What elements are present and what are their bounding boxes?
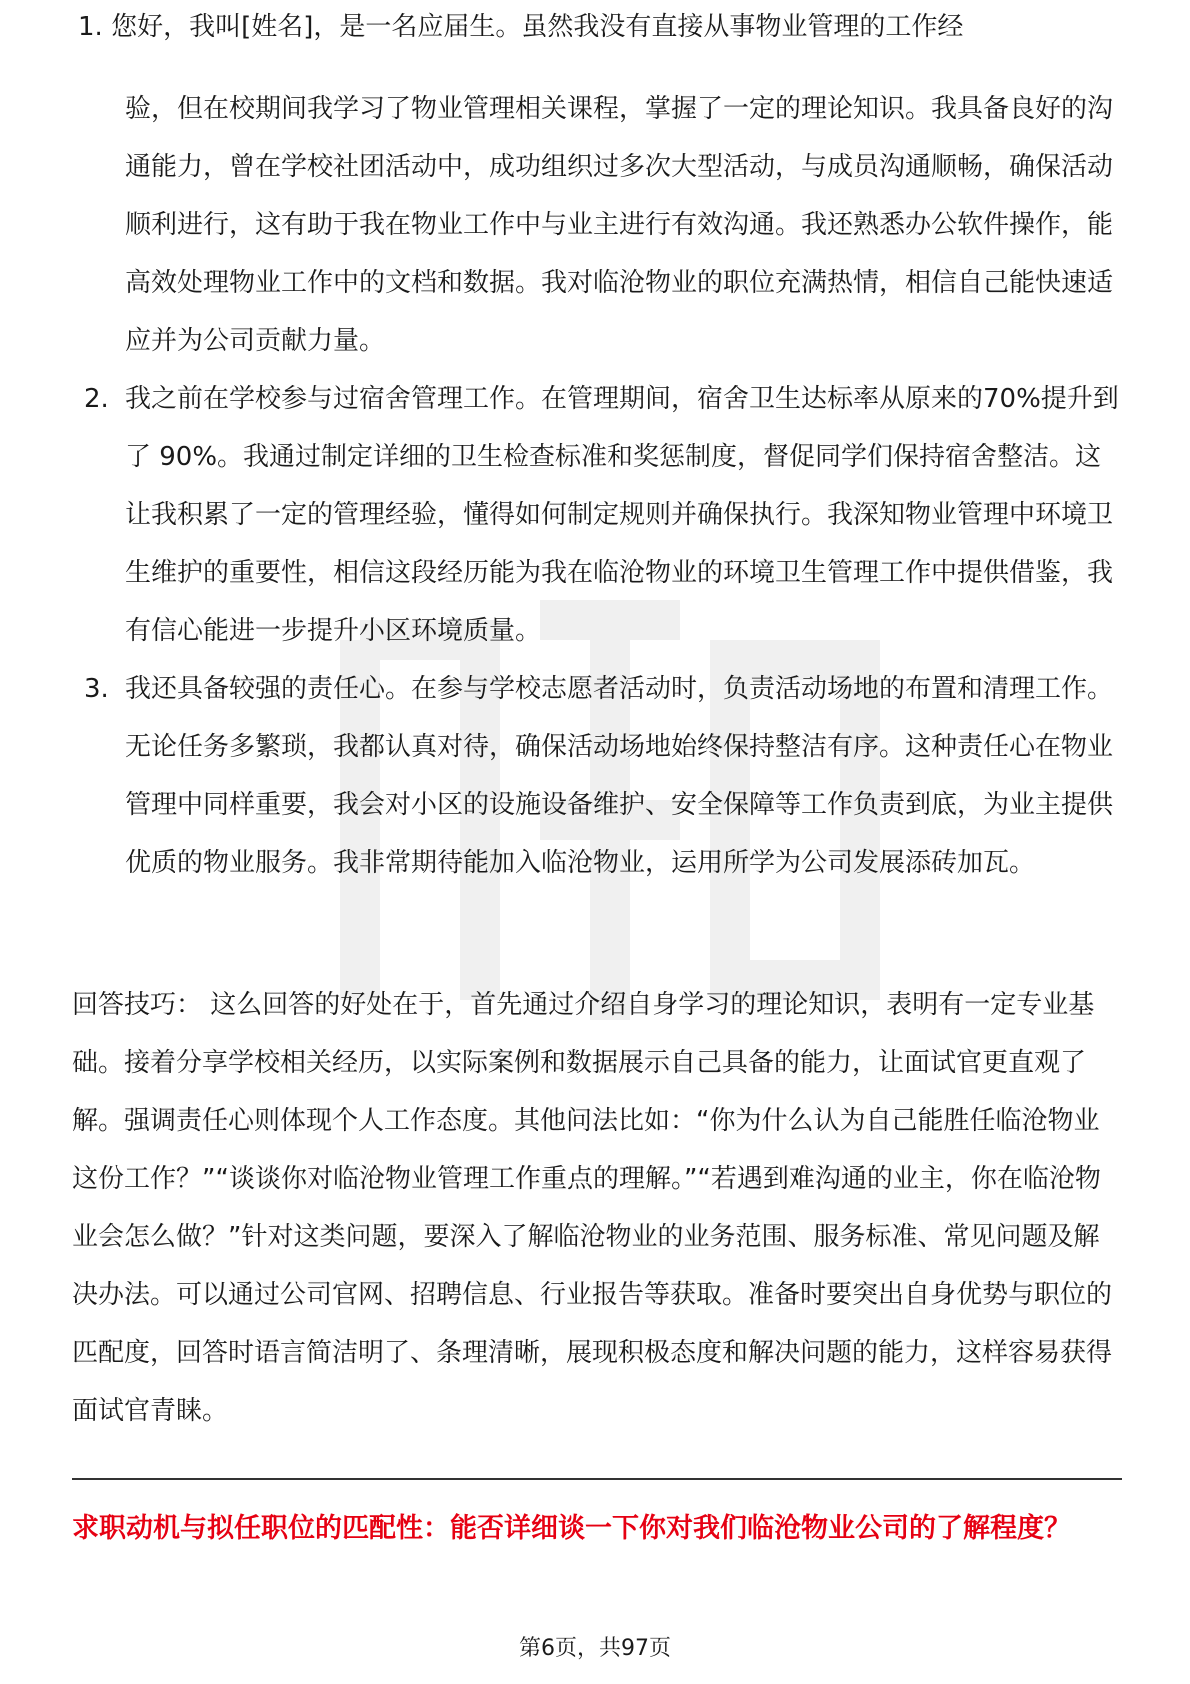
answer-item-2 [0,370,1190,660]
answer-text: 我还具备较强的责任心。在参与学校志愿者活动时，负责活动场地的布置和清理工作。无论任务多繁琐，我都认真对待，确保活动场地始终保持整洁有序。这种责任心在物业管理中同样重要，我会对小区的设施设备维护、安全保障等工作负责到底，为业主提供优质的物业服务。我非常期待能加入临沧物业，运用所学为公司发展添砖加瓦。 [125,674,1114,878]
clipped-top-line [78,12,1078,64]
page-number: 第6页，共97页 [519,1636,671,1661]
section-divider [72,1478,1122,1480]
answer-item-3 [0,660,1190,892]
answer-text: 我之前在学校参与过宿舍管理工作。在管理期间，宿舍卫生达标率从原来的70%提升到了 90%。我通过制定详细的卫生检查标准和奖惩制度，督促同学们保持宿舍整洁。这让我积累了一定的管理经验，懂得如何制定规则并确保执行。我深知物业管理中环境卫生维护的重要性，相信这段经历能为我在临沧物业的环境卫生管理工作中提供借鉴，我有信心能进一步提升小区环境质量。 [125,384,1119,646]
answer-number: 3. [84,674,109,704]
answer-item-1 [0,80,1190,370]
answer-tips-paragraph: 回答技巧： 这么回答的好处在于，首先通过介绍自身学习的理论知识，表明有一定专业基础。接着分享学校相关经历，以实际案例和数据展示自己具备的能力，让面试官更直观了解。强调责任心则体现个人工作态度。其他问法比如：“你为什么认为自己能胜任临沧物业这份工作？”“谈谈你对临沧物业管理工作重点的理解。”“若遇到难沟通的业主，你在临沧物业会怎么做？”针对这类问题，要深入了解临沧物业的业务范围、服务标准、常见问题及解决办法。可以通过公司官网、招聘信息、行业报告等获取。准备时要突出自身优势与职位的匹配度，回答时语言简洁明了、条理清晰，展现积极态度和解决问题的能力，这样容易获得面试官青睐。 [72,990,1113,1426]
clipped-top-line-text: 1. 您好，我叫[姓名]，是一名应届生。虽然我没有直接从事物业管理的工作经 [78,12,964,42]
question-heading: 求职动机与拟任职位的匹配性：能否详细谈一下你对我们临沧物业公司的了解程度？ [72,1513,1071,1544]
answer-number: 2. [84,384,109,414]
answer-text: 验，但在校期间我学习了物业管理相关课程，掌握了一定的理论知识。我具备良好的沟通能力，曾在学校社团活动中，成功组织过多次大型活动，与成员沟通顺畅，确保活动顺利进行，这有助于我在物业工作中与业主进行有效沟通。我还熟悉办公软件操作，能高效处理物业工作中的文档和数据。我对临沧物业的职位充满热情，相信自己能快速适应并为公司贡献力量。 [125,94,1114,356]
answer-list [0,80,1190,892]
